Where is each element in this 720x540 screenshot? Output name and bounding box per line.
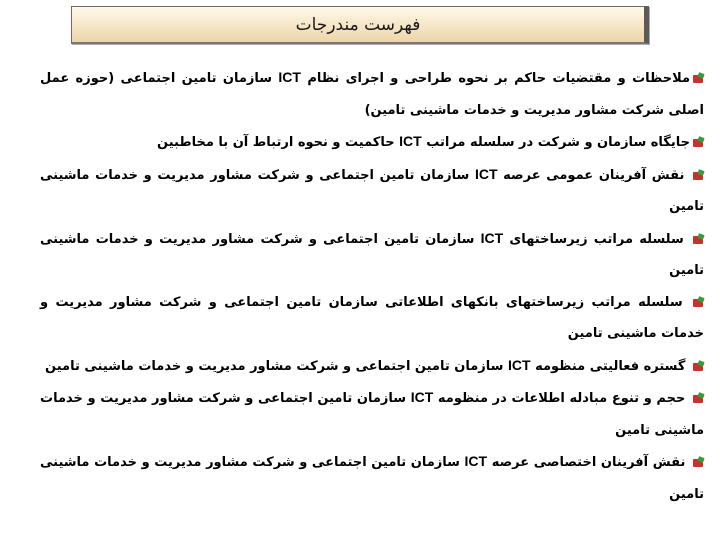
toc-item[interactable] — [40, 350, 704, 383]
ict-label: ICT — [507, 356, 531, 373]
bullet-icon — [693, 361, 704, 371]
toc-item-text: حجم و تنوع مبادله اطلاعات در منظومه — [433, 391, 690, 406]
toc-item-text: جایگاه سازمان و شرکت در سلسله مراتب — [421, 135, 690, 150]
ict-label: ICT — [410, 389, 434, 405]
toc-item-text: سازمان تامین اجتماعی و شرکت مشاور مدیریت و خدمات ماشینی تامین — [40, 391, 704, 438]
toc-item-text: نقش آفرینان اختصاصی عرصه — [487, 455, 690, 470]
bullet-icon — [693, 137, 704, 147]
ict-label: ICT — [464, 453, 488, 469]
toc-item-text: حاکمیت و نحوه ارتباط آن با مخاطبین — [157, 135, 400, 150]
toc-item[interactable] — [40, 287, 704, 350]
ict-label: ICT — [278, 69, 301, 85]
toc-item-text: سازمان تامین اجتماعی و شرکت مشاور مدیریت و خدمات ماشینی تامین — [45, 358, 508, 374]
toc-item-text: گستره فعالیتی منظومه — [530, 358, 690, 374]
toc-item-text: سازمان تامین اجتماعی (حوزه عمل اصلی شرکت مشاور مدیریت و خدمات ماشینی تامین) — [40, 71, 704, 118]
bullet-icon — [693, 393, 704, 403]
bullet-icon — [693, 170, 704, 180]
toc-item[interactable] — [40, 159, 704, 223]
toc-item[interactable] — [40, 382, 704, 446]
bullet-icon — [693, 297, 704, 307]
toc-item[interactable] — [40, 446, 704, 510]
toc-item-text: سلسله مراتب زیرساختهای — [503, 231, 690, 247]
toc-item-text: سلسله مراتب زیرساختهای بانکهای اطلاعاتی سازمان تامین اجتماعی و شرکت مشاور مدیریت و خدمات ماشینی تامین — [40, 294, 704, 341]
toc-item[interactable] — [40, 126, 704, 159]
toc-item-text: سازمان تامین اجتماعی و شرکت مشاور مدیریت و خدمات ماشینی تامین — [40, 455, 704, 502]
toc-item-text: سازمان تامین اجتماعی و شرکت مشاور مدیریت و خدمات ماشینی تامین — [40, 231, 704, 278]
toc-item-text: ملاحظات و مقتضیات حاکم بر نحوه طراحی و اجرای نظام — [300, 71, 691, 86]
bullet-icon — [693, 457, 704, 467]
bullet-icon — [693, 73, 704, 83]
toc-item[interactable] — [40, 223, 704, 287]
toc-item-text: سازمان تامین اجتماعی و شرکت مشاور مدیریت و خدمات ماشینی تامین — [40, 167, 704, 214]
toc-item-text: نقش آفرینان عمومی عرصه — [497, 167, 690, 183]
toc-title-banner — [71, 6, 649, 44]
ict-label: ICT — [399, 133, 422, 149]
ict-label: ICT — [474, 165, 498, 182]
toc-item[interactable] — [40, 62, 704, 126]
page-title: فهرست مندرجات — [295, 14, 421, 35]
table-of-contents — [40, 62, 704, 510]
ict-label: ICT — [480, 229, 504, 246]
bullet-icon — [693, 234, 704, 244]
